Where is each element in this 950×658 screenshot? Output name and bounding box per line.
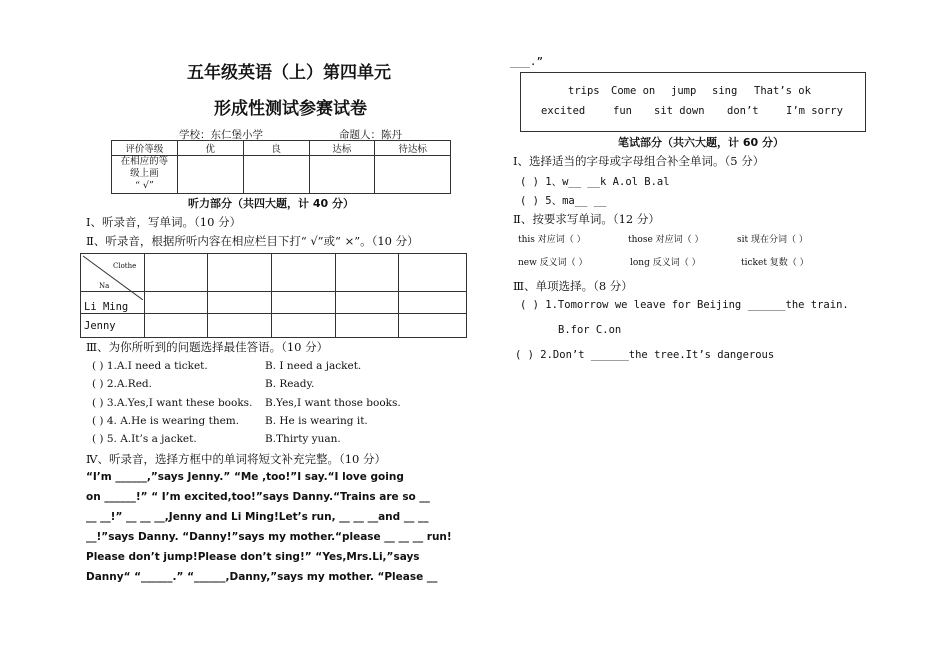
eval-header-cell: 评价等级: [112, 141, 178, 156]
q4-paragraph-line: on ______!” “ I’m excited,too!”says Danny.“Trains are so __: [86, 491, 430, 503]
word-box-item: Come on: [611, 85, 656, 97]
check-cell[interactable]: [208, 292, 272, 314]
word-box-item: excited: [541, 105, 586, 117]
w2-item: those 对应词（ ）: [628, 235, 704, 245]
w2-item: long 反义词（ ）: [630, 258, 701, 268]
eval-row-label-line: “ √”: [135, 180, 154, 191]
q4-paragraph-line: Danny“ “______.” “______,Danny,”says my mother. “Please __: [86, 571, 438, 583]
question-4: Ⅳ、听录音，选择方框中的单词将短文补充完整。（10 分）: [86, 452, 387, 466]
check-cell[interactable]: [399, 314, 467, 338]
check-cell[interactable]: [271, 254, 335, 292]
check-cell[interactable]: [335, 254, 399, 292]
w2-item: new 反义词（ ）: [518, 258, 588, 268]
eval-cell[interactable]: [243, 156, 309, 194]
w2-item: sit 现在分词（ ）: [737, 235, 808, 245]
check-cell[interactable]: [271, 292, 335, 314]
q3-option-a: ( ) 3.A.Yes,I want these books.: [92, 397, 253, 409]
word-box: [520, 72, 866, 132]
eval-cell[interactable]: [375, 156, 451, 194]
question-3: Ⅲ、为你所听到的问题选择最佳答语。（10 分）: [86, 340, 329, 354]
word-box-item: jump: [671, 85, 697, 97]
eval-header-cell: 优: [177, 141, 243, 156]
q3-option-a: ( ) 2.A.Red.: [92, 378, 152, 390]
page-title: 五年级英语（上）第四单元: [187, 63, 391, 83]
q3-option-b: B.Yes,I want those books.: [265, 397, 401, 409]
q3-option-a: ( ) 4. A.He is wearing them.: [92, 415, 240, 427]
question-2: Ⅱ、听录音，根据所听内容在相应栏目下打“ √”或“ ×”。（10 分）: [86, 234, 419, 248]
continued-fragment: ___.”: [510, 55, 544, 68]
diagonal-line: [81, 254, 143, 300]
q3-option-b: B.Thirty yuan.: [265, 433, 341, 445]
word-box-item: That’s ok: [754, 85, 811, 97]
q3-option-b: B. Ready.: [265, 378, 315, 390]
check-cell[interactable]: [208, 254, 272, 292]
q3-option-a: ( ) 1.A.I need a ticket.: [92, 360, 208, 372]
check-cell[interactable]: [144, 314, 208, 338]
eval-header-cell: 良: [243, 141, 309, 156]
check-row-label: Li Ming: [81, 292, 145, 314]
q3-option-b: B. I need a jacket.: [265, 360, 362, 372]
check-cell[interactable]: [335, 314, 399, 338]
q3-option-a: ( ) 5. A.It’s a jacket.: [92, 433, 197, 445]
word-box-item: sit down: [654, 105, 705, 117]
writing-question-1: Ⅰ、选择适当的字母或字母组合补全单词。（5 分）: [513, 154, 765, 168]
w3-item: ( ) 2.Don’t ______the tree.It’s dangerous: [515, 349, 775, 361]
author-info: 命题人：陈丹: [339, 129, 402, 141]
writing-section-header: 笔试部分（共六大题，计 60 分）: [618, 136, 784, 149]
writing-question-2: Ⅱ、按要求写单词。（12 分）: [513, 212, 660, 226]
school-info: 学校：东仁堡小学: [179, 129, 263, 141]
q4-paragraph-line: __!”says Danny. “Danny!”says my mother.“please __ __ __ run!: [86, 531, 452, 543]
q4-paragraph-line: “I’m ______,”says Jenny.” “Me ,too!”I say.“I love going: [86, 471, 404, 483]
word-box-item: fun: [613, 105, 632, 117]
word-box-item: sing: [712, 85, 738, 97]
evaluation-table: [111, 140, 451, 194]
eval-cell[interactable]: [177, 156, 243, 194]
corner-bottom-label: Na: [99, 282, 110, 290]
check-cell[interactable]: [335, 292, 399, 314]
w2-item: this 对应词（ ）: [518, 235, 586, 245]
q4-paragraph-line: __ __!” __ __ __,Jenny and Li Ming!Let’s run, __ __ __and __ __: [86, 511, 429, 523]
w3-item: ( ) 1.Tomorrow we leave for Beijing ______the train.: [520, 299, 849, 311]
eval-header-cell: 达标: [309, 141, 375, 156]
writing-question-3: Ⅲ、单项选择。（8 分）: [513, 279, 633, 293]
check-cell[interactable]: [399, 254, 467, 292]
eval-header-cell: 待达标: [375, 141, 451, 156]
eval-row-label-line: 在相应的等: [120, 156, 169, 167]
w3-item: B.for C.on: [558, 324, 622, 336]
listening-section-header: 听力部分（共四大题，计 40 分）: [188, 197, 354, 210]
check-table: [80, 253, 467, 338]
corner-top-label: Clothe: [113, 262, 137, 270]
eval-row-label: [112, 156, 178, 194]
q3-option-b: B. He is wearing it.: [265, 415, 368, 427]
check-row-label: Jenny: [81, 314, 145, 338]
check-cell[interactable]: [144, 254, 208, 292]
check-cell[interactable]: [399, 292, 467, 314]
w1-item: ( ) 1、w__ __k A.ol B.al: [520, 176, 670, 188]
q4-paragraph-line: Please don’t jump!Please don’t sing!” “Yes,Mrs.Li,”says: [86, 551, 420, 563]
check-cell[interactable]: [144, 292, 208, 314]
word-box-item: don’t: [727, 105, 759, 117]
w2-item: ticket 复数（ ）: [741, 258, 809, 268]
question-1: Ⅰ、听录音，写单词。（10 分）: [86, 215, 242, 229]
check-cell[interactable]: [271, 314, 335, 338]
eval-cell[interactable]: [309, 156, 375, 194]
word-box-item: I’m sorry: [786, 105, 843, 117]
eval-row-label-line: 级上画: [130, 168, 159, 179]
word-box-item: trips: [568, 85, 600, 97]
w1-item: ( ) 5、ma__ __: [520, 195, 607, 207]
page-subtitle: 形成性测试参赛试卷: [214, 99, 367, 119]
check-cell[interactable]: [208, 314, 272, 338]
check-table-corner: [81, 254, 145, 292]
